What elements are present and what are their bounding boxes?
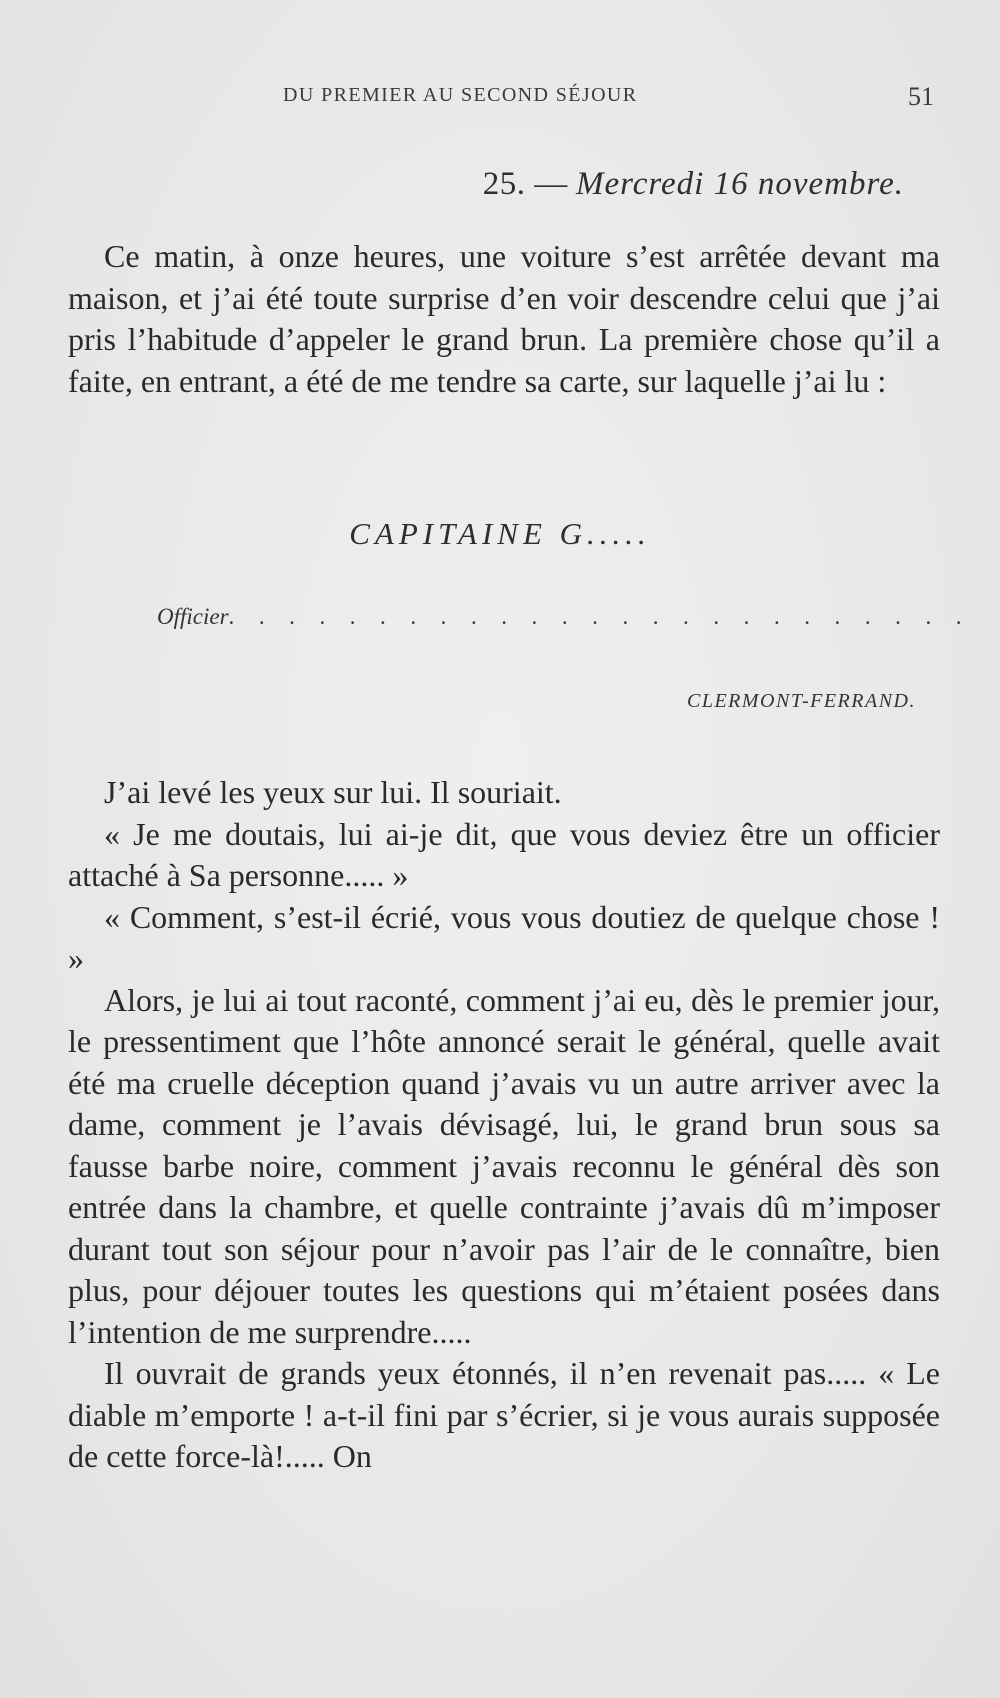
entry-heading <box>483 166 904 203</box>
entry-number: 25. — <box>482 166 568 202</box>
running-header <box>0 84 1000 114</box>
entry-date: Mercredi 16 novembre. <box>576 166 904 202</box>
paragraph: « Je me doutais, lui ai-je dit, que vous deviez être un officier attaché à Sa personne..... » <box>68 815 940 893</box>
paragraph: Alors, je lui ai tout raconté, comment j’ai eu, dès le premier jour, le pressentiment que l’hôte annoncé serait le général, quelle avait été ma cruelle déception quand j’avais vu un autre arriver avec la dame, comment je l’avais dévisagé, lui, le grand brun sous sa fausse barbe noire, comment j’avais reconnu le général dès son entrée dans la chambre, et quelle contrainte j’avais dû m’imposer durant tout son séjour pour n’avoir pas l’air de le connaître, bien plus, pour déjouer toutes les questions qui m’étaient posées dans l’intention de me surprendre..... <box>68 981 940 1350</box>
card-name: CAPITAINE G..... <box>349 516 651 551</box>
card-role-label: Officier <box>157 604 229 629</box>
card-role-line <box>157 604 971 630</box>
paragraph: Il ouvrait de grands yeux étonnés, il n’en revenait pas..... « Le diable m’emporte ! a-t-il fini par s’écrier, si je vous aurais supposée de cette force-là!..... On <box>68 1355 940 1474</box>
paragraph: J’ai levé les yeux sur lui. Il souriait. <box>104 774 562 810</box>
running-title: DU PREMIER AU SECOND SÉJOUR <box>283 84 638 106</box>
paragraph: « Comment, s’est-il écrié, vous vous doutiez de quelque chose ! » <box>68 898 940 976</box>
card-role-dots: . . . . . . . . . . . . . . . . . . . . . . . . . <box>228 604 971 629</box>
text-block-after-card <box>68 772 940 1478</box>
text-block-before-card <box>68 236 940 402</box>
page-number: 51 <box>908 82 934 111</box>
card-city: CLERMONT-FERRAND. <box>686 690 916 712</box>
paragraph: Ce matin, à onze heures, une voiture s’est arrêtée devant ma maison, et j’ai été toute surprise d’en voir descendre celui que j’ai pris l’habitude d’appeler le grand brun. La première chose qu’il a faite, en entrant, a été de me tendre sa carte, sur laquelle j’ai lu : <box>68 238 940 399</box>
